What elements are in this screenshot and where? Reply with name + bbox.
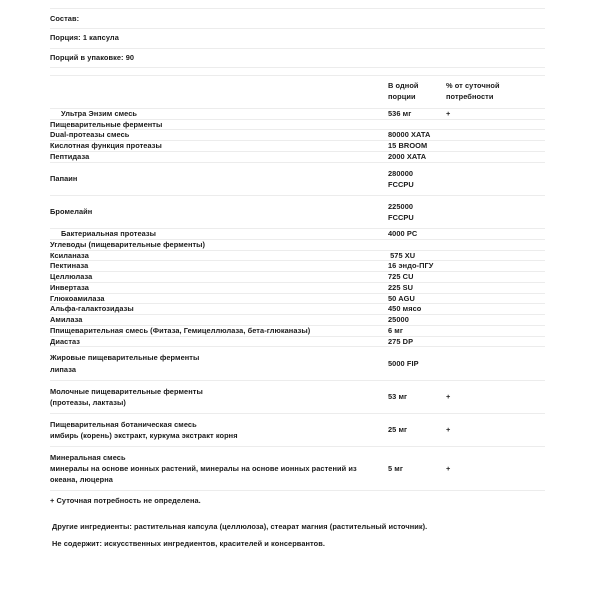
ingredient-daily-value <box>446 325 545 336</box>
table-row <box>50 380 545 413</box>
spacer-cell <box>50 68 545 76</box>
table-row <box>50 119 545 130</box>
table-row <box>50 229 545 240</box>
table-header-row <box>50 76 545 108</box>
ingredient-name: Молочные пищеварительные ферменты (протеазы, лактазы) <box>50 380 388 413</box>
ingredient-daily-value: + <box>446 380 545 413</box>
ingredient-name: Кислотная функция протеазы <box>50 141 388 152</box>
ingredient-amount: 725 CU <box>388 272 446 283</box>
ingredient-daily-value <box>446 304 545 315</box>
composition-label: Состав: <box>50 9 545 29</box>
column-header-daily-value <box>446 76 545 108</box>
ingredient-amount: 80000 XATA <box>388 130 446 141</box>
table-row <box>50 447 545 491</box>
supplement-facts-table <box>50 8 545 511</box>
ingredient-daily-value <box>446 347 545 380</box>
table-row <box>50 162 545 195</box>
ingredient-amount: 5 мг <box>388 447 446 491</box>
ingredient-amount: 15 BROOM <box>388 141 446 152</box>
table-row <box>50 282 545 293</box>
ingredient-name: Dual-протеазы смесь <box>50 130 388 141</box>
ingredient-amount: 5000 FIP <box>388 347 446 380</box>
ingredient-amount: 275 DP <box>388 336 446 347</box>
ingredient-name: Ппищеварительная смесь (Фитаза, Гемицеллюлаза, бета-глюканазы) <box>50 325 388 336</box>
column-header-amount-line1: В одной <box>388 81 419 91</box>
ingredient-amount: 53 мг <box>388 380 446 413</box>
ingredient-name: Глюкоамилаза <box>50 293 388 304</box>
ingredient-daily-value <box>446 315 545 326</box>
ingredient-name: Минеральная смесь минералы на основе ионных растений, минералы на основе ионных растений из океана, люцерна <box>50 447 388 491</box>
table-row <box>50 130 545 141</box>
table-row <box>50 108 545 119</box>
table-row <box>50 336 545 347</box>
ingredient-name: Инвертаза <box>50 282 388 293</box>
ingredient-name: Жировые пищеварительные ферменты липаза <box>50 347 388 380</box>
ingredient-daily-value <box>446 293 545 304</box>
table-row-servings-per-container <box>50 48 545 68</box>
ingredient-daily-value <box>446 272 545 283</box>
ingredient-name: Диастаз <box>50 336 388 347</box>
column-header-daily-value-line1: % от суточной <box>446 81 500 91</box>
table-row <box>50 304 545 315</box>
servings-per-container-label: Порций в упаковке: 90 <box>50 48 545 68</box>
table-row <box>50 325 545 336</box>
ingredient-daily-value <box>446 336 545 347</box>
ingredient-daily-value <box>446 141 545 152</box>
ingredient-daily-value: + <box>446 447 545 491</box>
ingredient-name: Пептидаза <box>50 151 388 162</box>
table-row <box>50 347 545 380</box>
ingredient-name: Альфа-галактозидазы <box>50 304 388 315</box>
table-row-composition <box>50 9 545 29</box>
ingredient-amount: 2000 XATA <box>388 151 446 162</box>
ingredient-daily-value <box>446 282 545 293</box>
table-body <box>50 9 545 512</box>
ingredient-amount: 25000 <box>388 315 446 326</box>
ingredient-amount: 225 SU <box>388 282 446 293</box>
ingredient-daily-value <box>446 195 545 228</box>
ingredient-daily-value <box>446 151 545 162</box>
ingredient-daily-value <box>446 261 545 272</box>
ingredient-name: Бактериальная протеазы <box>50 229 388 240</box>
table-row <box>50 413 545 446</box>
ingredient-amount: 280000 FCCPU <box>388 162 446 195</box>
ingredient-daily-value <box>446 239 545 250</box>
ingredient-name: Углеводы (пищеварительные ферменты) <box>50 239 388 250</box>
ingredient-name: Пищеварительная ботаническая смесь имбирь (корень) экстракт, куркума экстракт корня <box>50 413 388 446</box>
table-row <box>50 141 545 152</box>
table-row-footnote <box>50 491 545 511</box>
column-header-amount-line2: порции <box>388 92 416 102</box>
table-row-spacer <box>50 68 545 76</box>
table-row <box>50 261 545 272</box>
ingredient-name: Амилаза <box>50 315 388 326</box>
ingredient-daily-value <box>446 229 545 240</box>
ingredient-name: Ксиланаза <box>50 250 388 261</box>
ingredient-amount: 25 мг <box>388 413 446 446</box>
ingredient-name: Целлюлаза <box>50 272 388 283</box>
ingredient-daily-value <box>446 130 545 141</box>
ingredient-amount: 536 мг <box>388 108 446 119</box>
ingredient-amount <box>388 239 446 250</box>
bottom-notes <box>50 511 545 549</box>
table-row <box>50 272 545 283</box>
table-row <box>50 315 545 326</box>
table-row <box>50 195 545 228</box>
table-row-serving-size <box>50 28 545 48</box>
ingredient-name: Пектиназа <box>50 261 388 272</box>
ingredient-daily-value <box>446 162 545 195</box>
column-header-name <box>50 76 388 108</box>
ingredient-amount: 450 мясо <box>388 304 446 315</box>
ingredient-name: Бромелайн <box>50 195 388 228</box>
ingredient-amount: 225000 FCCPU <box>388 195 446 228</box>
ingredient-amount: 16 эндо-ПГУ <box>388 261 446 272</box>
ingredient-amount: 4000 PC <box>388 229 446 240</box>
ingredient-amount: 50 AGU <box>388 293 446 304</box>
ingredient-name: Папаин <box>50 162 388 195</box>
footnote-text: + Суточная потребность не определена. <box>50 491 545 511</box>
serving-size-label: Порция: 1 капсула <box>50 28 545 48</box>
ingredient-name: Пищеварительные ферменты <box>50 119 388 130</box>
table-row <box>50 151 545 162</box>
ingredient-amount <box>388 119 446 130</box>
ingredient-daily-value: + <box>446 413 545 446</box>
ingredient-daily-value <box>446 250 545 261</box>
column-header-daily-value-line2: потребности <box>446 92 494 102</box>
ingredient-name: Ультра Энзим смесь <box>50 108 388 119</box>
ingredient-amount: 575 XU <box>388 250 446 261</box>
other-ingredients-note: Другие ингредиенты: растительная капсула (целлюлоза), стеарат магния (растительный источник). <box>52 522 428 532</box>
ingredient-amount: 6 мг <box>388 325 446 336</box>
column-header-amount <box>388 76 446 108</box>
table-row <box>50 293 545 304</box>
table-row <box>50 239 545 250</box>
table-row <box>50 250 545 261</box>
free-from-note: Не содержит: искусственных ингредиентов, красителей и консервантов. <box>52 539 325 549</box>
ingredient-daily-value: + <box>446 108 545 119</box>
ingredient-daily-value <box>446 119 545 130</box>
